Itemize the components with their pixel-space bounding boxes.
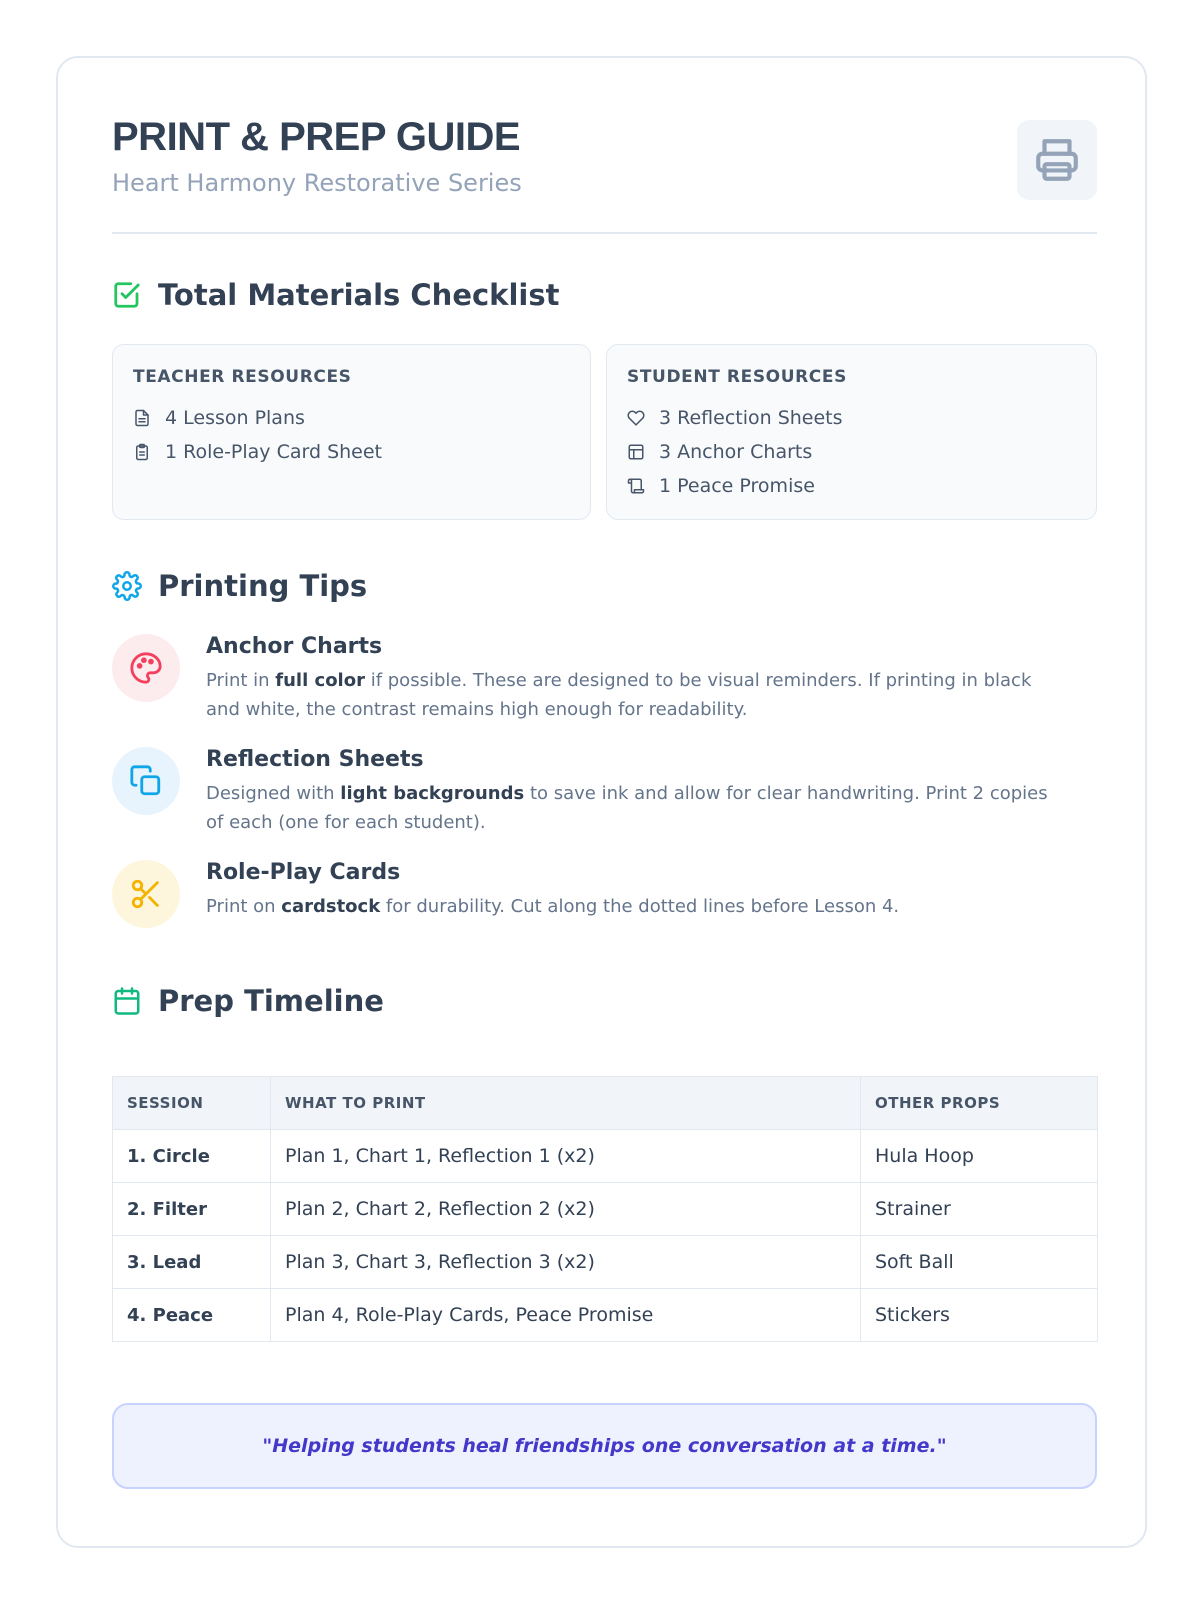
- resource-label: 1 Peace Promise: [659, 475, 815, 497]
- session-cell: 1. Circle: [113, 1130, 271, 1183]
- student-resources-title: STUDENT RESOURCES: [627, 367, 847, 387]
- teacher-resources-box: [112, 344, 591, 520]
- checklist-heading: [112, 275, 559, 315]
- column-header: OTHER PROPS: [861, 1077, 1098, 1130]
- tip-title: Reflection Sheets: [206, 747, 424, 772]
- column-header: SESSION: [113, 1077, 271, 1130]
- print-button[interactable]: [1017, 120, 1097, 200]
- tips-heading: [112, 566, 367, 606]
- table-row: [113, 1236, 1098, 1289]
- tip-emphasis: light backgrounds: [340, 783, 525, 804]
- props-cell: Soft Ball: [861, 1236, 1098, 1289]
- scissors-icon: [129, 877, 163, 911]
- timeline-heading: [112, 981, 384, 1021]
- resource-label: 4 Lesson Plans: [165, 407, 305, 429]
- tip-icon-circle: [112, 747, 180, 815]
- tip-title: Role-Play Cards: [206, 860, 401, 885]
- layout-icon: [627, 443, 645, 461]
- printer-icon: [1032, 135, 1082, 185]
- calendar-icon: [112, 986, 142, 1016]
- table-row: [113, 1130, 1098, 1183]
- tip-emphasis: full color: [275, 670, 365, 691]
- guide-card: [56, 56, 1147, 1548]
- checkbox-icon: [112, 280, 142, 310]
- table-header-row: [113, 1077, 1098, 1130]
- student-resources-box: [606, 344, 1097, 520]
- heart-icon: [627, 409, 645, 427]
- resource-item: [133, 435, 570, 469]
- resource-item: [627, 401, 1076, 435]
- resource-item: [627, 435, 1076, 469]
- scroll-icon: [627, 477, 645, 495]
- tips-heading-text: Printing Tips: [158, 569, 368, 603]
- session-cell: 2. Filter: [113, 1183, 271, 1236]
- resource-item: [133, 401, 570, 435]
- page-title: PRINT & PREP GUIDE: [112, 115, 521, 159]
- closing-quote: "Helping students heal friendships one conversation at a time.": [112, 1403, 1097, 1489]
- session-cell: 4. Peace: [113, 1289, 271, 1342]
- timeline-heading-text: Prep Timeline: [158, 984, 384, 1018]
- print-cell: Plan 4, Role-Play Cards, Peace Promise: [271, 1289, 861, 1342]
- header-divider: [112, 232, 1097, 234]
- document-icon: [133, 409, 151, 427]
- page-subtitle: Heart Harmony Restorative Series: [112, 169, 522, 197]
- resource-item: [627, 469, 1076, 503]
- props-cell: Stickers: [861, 1289, 1098, 1342]
- resource-label: 3 Reflection Sheets: [659, 407, 843, 429]
- checklist-heading-text: Total Materials Checklist: [158, 278, 560, 312]
- print-cell: Plan 3, Chart 3, Reflection 3 (x2): [271, 1236, 861, 1289]
- resource-label: 3 Anchor Charts: [659, 441, 813, 463]
- resource-label: 1 Role-Play Card Sheet: [165, 441, 383, 463]
- clipboard-icon: [133, 443, 151, 461]
- tip-title: Anchor Charts: [206, 634, 383, 659]
- tip-body: Print in full color if possible. These are designed to be visual reminders. If printing in black and white, the contrast remains high enough for readability.: [206, 670, 1032, 720]
- teacher-resources-title: TEACHER RESOURCES: [133, 367, 352, 387]
- tip-icon-circle: [112, 634, 180, 702]
- props-cell: Hula Hoop: [861, 1130, 1098, 1183]
- tip-body: Print on cardstock for durability. Cut along the dotted lines before Lesson 4.: [206, 896, 900, 917]
- print-cell: Plan 1, Chart 1, Reflection 1 (x2): [271, 1130, 861, 1183]
- column-header: WHAT TO PRINT: [271, 1077, 861, 1130]
- gear-icon: [112, 571, 142, 601]
- tip-emphasis: cardstock: [281, 896, 381, 917]
- palette-icon: [129, 651, 163, 685]
- print-cell: Plan 2, Chart 2, Reflection 2 (x2): [271, 1183, 861, 1236]
- tip-body: Designed with light backgrounds to save ink and allow for clear handwriting. Print 2 copies of each (one for each student).: [206, 783, 1048, 833]
- prep-timeline-table: [112, 1076, 1098, 1342]
- session-cell: 3. Lead: [113, 1236, 271, 1289]
- copy-icon: [129, 764, 163, 798]
- table-row: [113, 1183, 1098, 1236]
- tip-icon-circle: [112, 860, 180, 928]
- table-row: [113, 1289, 1098, 1342]
- props-cell: Strainer: [861, 1183, 1098, 1236]
